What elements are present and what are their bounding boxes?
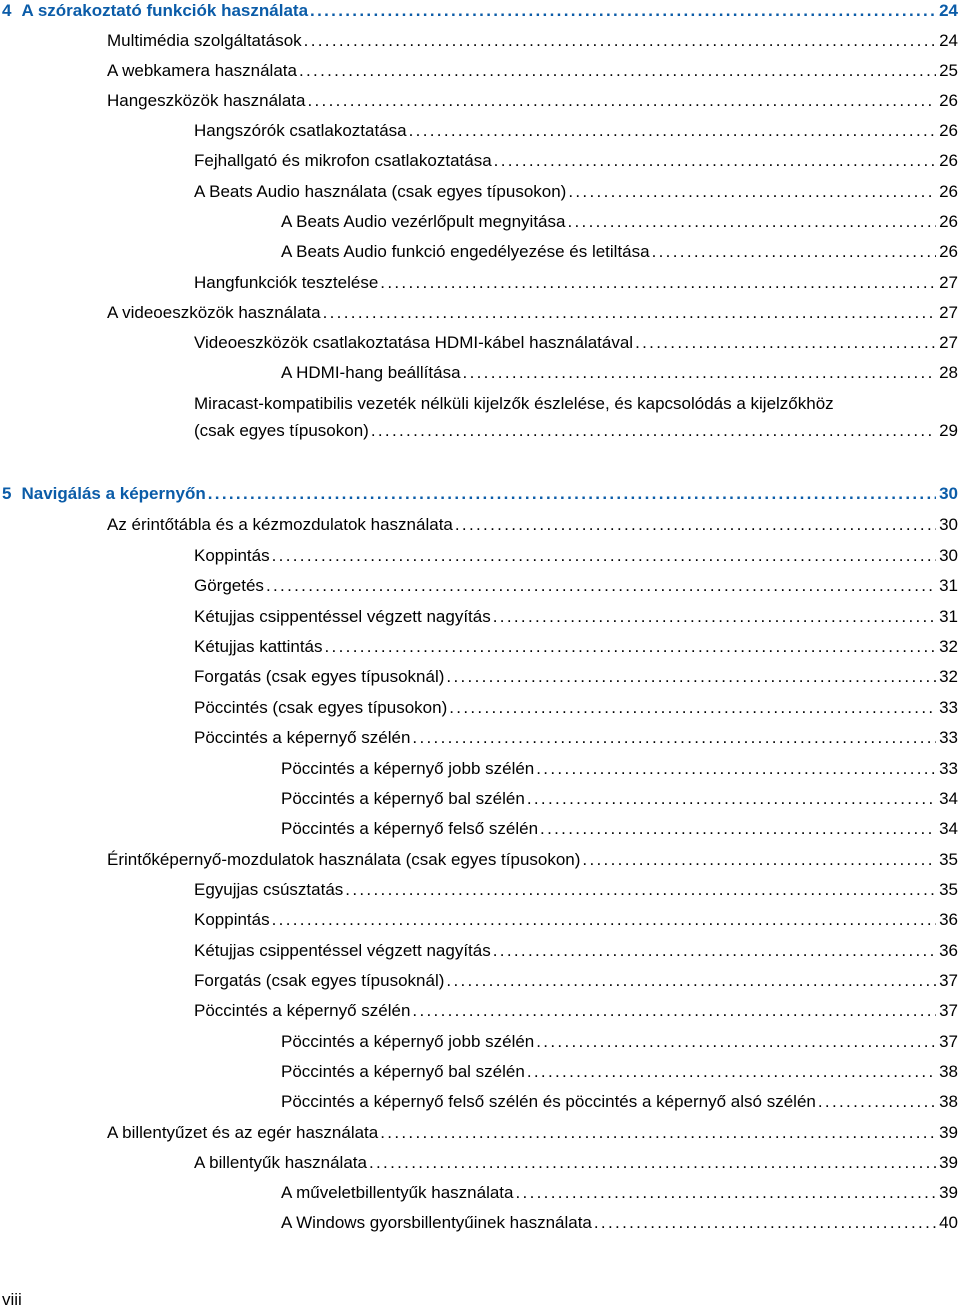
toc-entry-line [194,575,958,597]
toc-entry[interactable] [0,940,960,962]
toc-entry-line [281,758,958,780]
dot-leader [412,727,936,749]
toc-entry-line [194,272,958,294]
dot-leader [345,879,936,901]
toc-entry-page-number: 33 [939,759,958,778]
toc-entry-label: A műveletbillentyűk használata [281,1183,514,1202]
toc-entry-label: A billentyűzet és az egér használata [107,1123,379,1142]
dot-leader [652,241,936,263]
toc-entry[interactable] [0,1031,960,1053]
toc-entry-label: Pöccintés a képernyő jobb szélén [281,759,535,778]
toc-entry-line [107,30,958,52]
toc-entry[interactable] [0,606,960,628]
toc-entry-page-number: 33 [939,728,958,747]
toc-entry-page-number: 38 [939,1062,958,1081]
toc-entry-label: Navigálás a képernyőn [21,484,206,503]
toc-entry-label: Videoeszközök csatlakoztatása HDMI-kábel használatával [194,333,634,352]
toc-entry-page-number: 26 [939,242,958,261]
toc-entry[interactable] [0,393,960,442]
toc-entry-page-number: 35 [939,880,958,899]
dot-leader [568,181,936,203]
toc-entry-label-line1: Miracast-kompatibilis vezeték nélküli kijelzők észlelése, és kapcsolódás a kijelzőkhöz [194,394,834,413]
toc-entry-page-number: 38 [939,1092,958,1111]
toc-entry-line [194,1152,958,1174]
toc-entry-line [107,90,958,112]
toc-entry-label: Pöccintés (csak egyes típusokon) [194,698,448,717]
dot-leader [818,1091,936,1113]
toc-entry-label: Koppintás [194,546,270,565]
toc-entry-page-number: 30 [939,484,958,503]
dot-leader [266,575,936,597]
toc-entry-line [194,697,958,719]
toc-entry[interactable] [0,788,960,810]
toc-entry[interactable] [0,332,960,354]
dot-leader [494,150,936,172]
toc-entry[interactable] [0,1091,960,1113]
toc-entry-label: A HDMI-hang beállítása [281,363,461,382]
toc-entry-line [2,0,958,22]
toc-entry-page-number: 37 [939,971,958,990]
toc-entry-label: Érintőképernyő-mozdulatok használata (csak egyes típusokon) [107,850,581,869]
toc-entry-label: Pöccintés a képernyő bal szélén [281,1062,525,1081]
toc-entry[interactable] [0,970,960,992]
toc-entry-line [194,879,958,901]
toc-entry[interactable] [0,849,960,871]
dot-leader [536,1031,936,1053]
toc-entry-line [281,788,958,810]
toc-entry-page-number: 36 [939,910,958,929]
toc-entry[interactable] [0,302,960,324]
dot-leader [536,758,936,780]
toc-chapter-entry[interactable] [0,0,960,22]
toc-entry-page-number: 30 [939,546,958,565]
toc-entry-page-number: 32 [939,637,958,656]
toc-entry-label: Egyujjas csúsztatás [194,880,344,899]
toc-entry-page-number: 24 [939,31,958,50]
page-number-footer: viii [2,1290,22,1309]
dot-leader [493,940,936,962]
dot-leader [304,30,936,52]
toc-entry-line [194,666,958,688]
toc-entry-label: Pöccintés a képernyő felső szélén és pöccintés a képernyő alsó szélén [281,1092,816,1111]
toc-entry-label: A Beats Audio használata (csak egyes típusokon) [194,182,567,201]
toc-entry-line [2,483,958,505]
chapter-number: 5 [2,484,12,503]
toc-entry[interactable] [0,697,960,719]
toc-entry-label: Pöccintés a képernyő szélén [194,728,411,747]
dot-leader [582,849,936,871]
toc-entry-page-number: 39 [939,1123,958,1142]
toc-entry-line [107,1122,958,1144]
dot-leader [446,666,936,688]
toc-entry[interactable] [0,211,960,233]
toc-entry[interactable] [0,879,960,901]
toc-entry-line [281,241,958,263]
toc-entry[interactable] [0,575,960,597]
toc-entry[interactable] [0,362,960,384]
toc-entry[interactable] [0,545,960,567]
toc-entry-label: Multimédia szolgáltatások [107,31,302,50]
toc-entry-label: A szórakoztató funkciók használata [21,1,309,20]
toc-entry-page-number: 37 [939,1032,958,1051]
toc-entry-line [194,909,958,931]
toc-entry[interactable] [0,909,960,931]
toc-entry-line [281,818,958,840]
toc-entry-page-number: 39 [939,1153,958,1172]
toc-entry-page-number: 24 [939,1,958,20]
dot-leader [371,420,936,442]
toc-entry-line [107,302,958,324]
toc-entry-page-number: 29 [939,421,958,440]
toc-entry-label: Hangeszközök használata [107,91,306,110]
dot-leader [635,332,936,354]
toc-entry-line [281,1212,958,1234]
dot-leader [323,302,936,324]
toc-entry[interactable] [0,30,960,52]
dot-leader [567,211,936,233]
toc-entry-page-number: 37 [939,1001,958,1020]
toc-entry-label: Forgatás (csak egyes típusoknál) [194,971,445,990]
toc-entry-label: Pöccintés a képernyő bal szélén [281,789,525,808]
toc-entry-line [281,211,958,233]
toc-entry[interactable] [0,758,960,780]
toc-entry[interactable] [0,1000,960,1022]
dot-leader [527,788,936,810]
toc-entry[interactable] [0,1152,960,1174]
toc-entry[interactable] [0,181,960,203]
toc-entry-label: Pöccintés a képernyő felső szélén [281,819,539,838]
toc-entry[interactable] [0,1061,960,1083]
toc-entry-page-number: 36 [939,941,958,960]
toc-entry-label: Görgetés [194,576,264,595]
dot-leader [380,272,936,294]
toc-entry[interactable] [0,150,960,172]
toc-entry-line [194,332,958,354]
toc-entry[interactable] [0,90,960,112]
toc-entry-page-number: 39 [939,1183,958,1202]
dot-leader [310,0,936,22]
dot-leader [369,1152,936,1174]
dot-leader [449,697,936,719]
toc-entry[interactable] [0,1212,960,1234]
toc-entry-label: (csak egyes típusokon) [194,421,369,440]
toc-entry-label: A Beats Audio funkció engedélyezése és letiltása [281,242,650,261]
toc-entry-label: Kétujjas csippentéssel végzett nagyítás [194,607,491,626]
toc-entry-line [194,606,958,628]
toc-entry-label: Koppintás [194,910,270,929]
toc-entry-page-number: 27 [939,273,958,292]
toc-entry-line [194,727,958,749]
toc-entry-line [194,970,958,992]
toc-entry-label: Fejhallgató és mikrofon csatlakoztatása [194,151,492,170]
toc-entry-line [107,849,958,871]
toc-entry[interactable] [0,60,960,82]
toc-entry[interactable] [0,818,960,840]
dot-leader [325,636,937,658]
toc-chapter-entry[interactable] [0,483,960,505]
dot-leader [527,1061,936,1083]
toc-entry-page-number: 33 [939,698,958,717]
toc-entry-label: Pöccintés a képernyő szélén [194,1001,411,1020]
toc-entry-line [281,1061,958,1083]
toc-entry-page-number: 31 [939,607,958,626]
toc-entry-page-number: 26 [939,151,958,170]
toc-entry-line [194,150,958,172]
toc-entry-label: Kétujjas csippentéssel végzett nagyítás [194,941,491,960]
toc-entry-label: Az érintőtábla és a kézmozdulatok használata [107,515,453,534]
dot-leader [540,818,936,840]
toc-entry-page-number: 34 [939,819,958,838]
toc-entry-page-number: 26 [939,121,958,140]
toc-entry-label: Kétujjas kattintás [194,637,323,656]
toc-entry[interactable] [0,727,960,749]
toc-entry-label: A webkamera használata [107,61,297,80]
toc-entry-line [194,420,958,442]
dot-leader [493,606,936,628]
toc-entry[interactable] [0,272,960,294]
toc-entry-line [194,636,958,658]
dot-leader [307,90,936,112]
toc-entry-page-number: 32 [939,667,958,686]
toc-entry-line [107,60,958,82]
toc-entry-line [194,181,958,203]
dot-leader [409,120,936,142]
toc-entry-page-number: 26 [939,182,958,201]
toc-entry-line [281,1182,958,1204]
toc-entry-label: Forgatás (csak egyes típusoknál) [194,667,445,686]
toc-entry-page-number: 28 [939,363,958,382]
toc-entry[interactable] [0,636,960,658]
toc-entry-line [194,545,958,567]
toc-entry[interactable] [0,120,960,142]
toc-entry-line [194,120,958,142]
toc-entry[interactable] [0,514,960,536]
toc-entry-label: A videoeszközök használata [107,303,321,322]
toc-entry-line [281,1091,958,1113]
dot-leader [380,1122,936,1144]
toc-entry-label: Hangfunkciók tesztelése [194,273,379,292]
toc-entry-label: Pöccintés a képernyő jobb szélén [281,1032,535,1051]
toc-entry-label: A billentyűk használata [194,1153,367,1172]
toc-entry-line [281,1031,958,1053]
toc-entry-page-number: 40 [939,1213,958,1232]
dot-leader [412,1000,936,1022]
toc-entry-label: A Beats Audio vezérlőpult megnyitása [281,212,566,231]
chapter-number: 4 [2,1,12,20]
dot-leader [272,909,936,931]
dot-leader [299,60,936,82]
dot-leader [446,970,936,992]
dot-leader [515,1182,936,1204]
toc-entry-page-number: 30 [939,515,958,534]
toc-entry[interactable] [0,241,960,263]
toc-entry-page-number: 26 [939,212,958,231]
toc-entry-page-number: 25 [939,61,958,80]
toc-entry-line [194,1000,958,1022]
toc-entry[interactable] [0,1182,960,1204]
toc-entry-page-number: 26 [939,91,958,110]
toc-entry[interactable] [0,666,960,688]
dot-leader [594,1212,936,1234]
toc-entry-line [281,362,958,384]
toc-entry-page-number: 34 [939,789,958,808]
toc-entry-line [107,514,958,536]
toc-entry[interactable] [0,1122,960,1144]
dot-leader [208,483,936,505]
toc-entry-page-number: 31 [939,576,958,595]
toc-entry-line [194,940,958,962]
toc-entry-label: Hangszórók csatlakoztatása [194,121,407,140]
dot-leader [463,362,937,384]
toc-entry-page-number: 27 [939,333,958,352]
dot-leader [272,545,936,567]
toc-entry-page-number: 35 [939,850,958,869]
toc-entry-label: A Windows gyorsbillentyűinek használata [281,1213,592,1232]
toc-entry-page-number: 27 [939,303,958,322]
dot-leader [455,514,936,536]
